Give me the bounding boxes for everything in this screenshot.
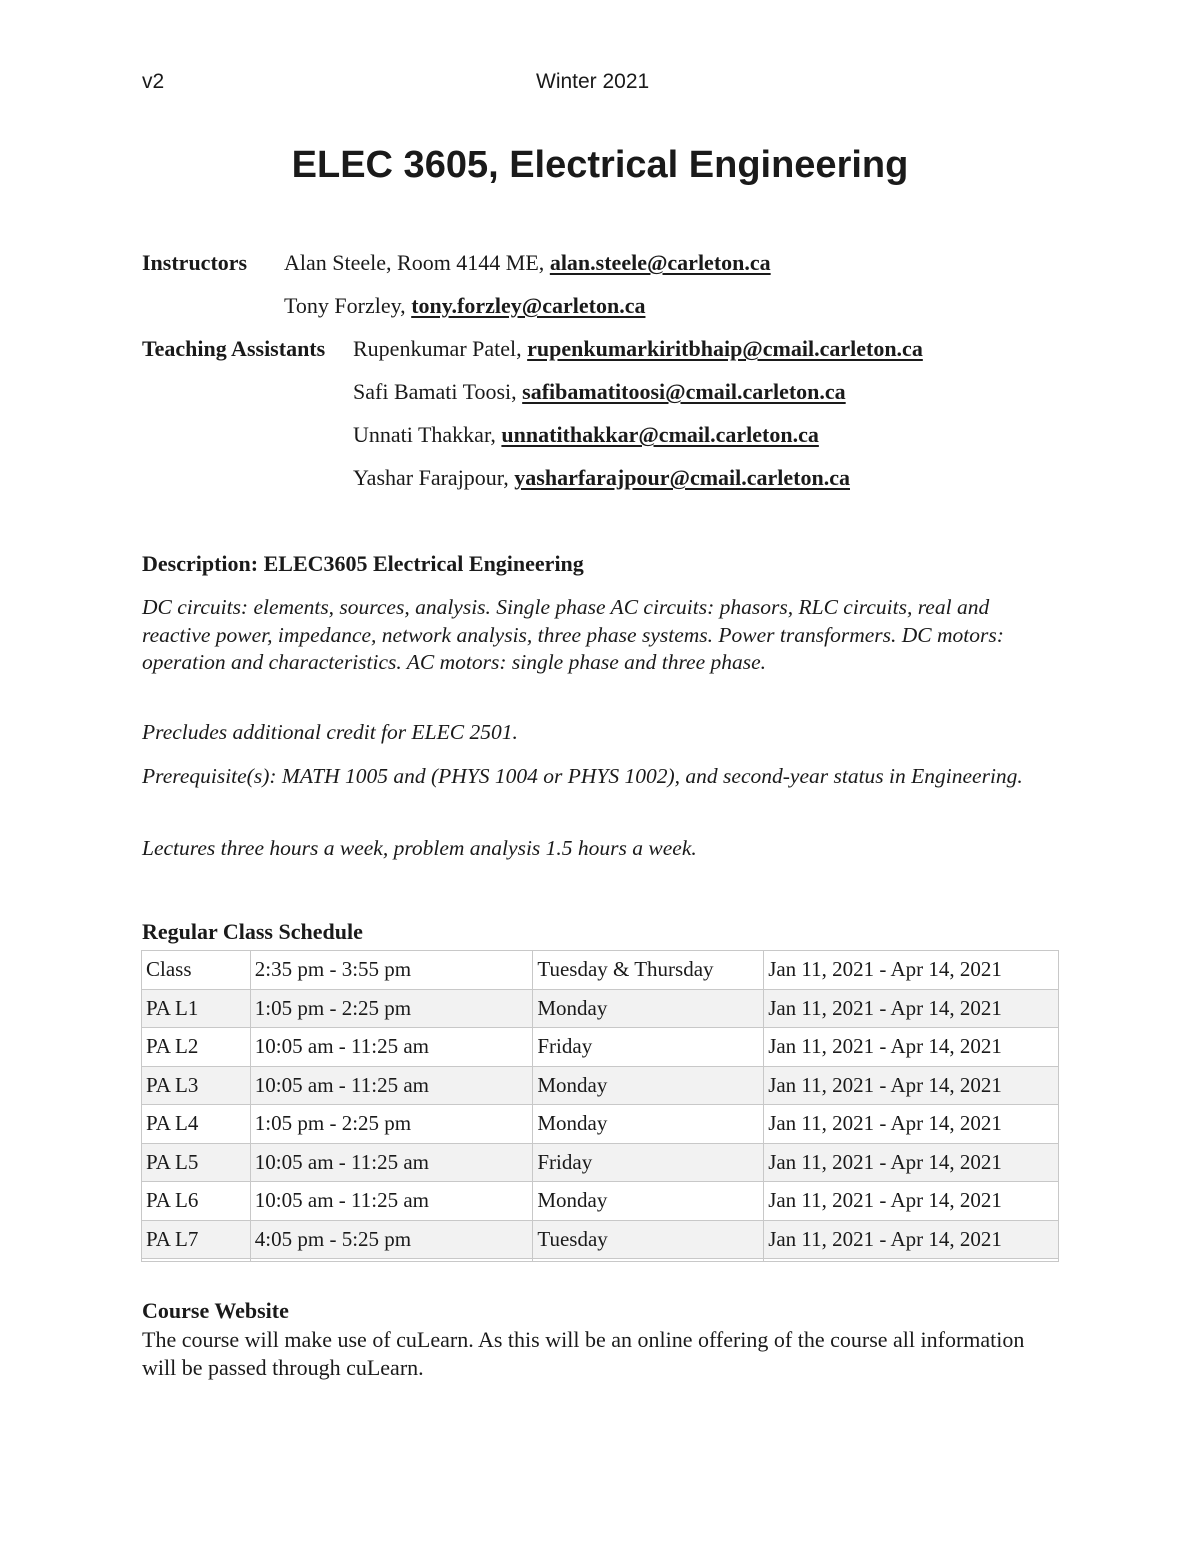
instructors-label: Instructors (142, 250, 248, 275)
time-cell: 10:05 am - 11:25 am (250, 1143, 533, 1182)
version-label: v2 (142, 70, 165, 93)
section-cell: PA L3 (142, 1066, 251, 1105)
section-cell: PA L5 (142, 1143, 251, 1182)
instructor-name: Tony Forzley, (284, 293, 412, 318)
day-cell: Monday (533, 1066, 764, 1105)
day-cell: Monday (533, 989, 764, 1028)
time-cell: 10:05 am - 11:25 am (250, 1066, 533, 1105)
section-cell: PA L4 (142, 1105, 251, 1144)
preclusion-note: Precludes additional credit for ELEC 2501. (142, 720, 518, 744)
section-cell: PA L2 (142, 1028, 251, 1067)
page-title: ELEC 3605, Electrical Engineering (291, 144, 909, 186)
instructor-name: Alan Steele, Room 4144 ME, (284, 250, 550, 275)
ta-email-link[interactable]: safibamatitoosi@cmail.carleton.ca (522, 379, 846, 404)
table-spacer-row (142, 1259, 1059, 1262)
prerequisite-note: Prerequisite(s): MATH 1005 and (PHYS 1004 or PHYS 1002), and second-year status in Engineering. (142, 764, 1023, 788)
description-paragraph: DC circuits: elements, sources, analysis. Single phase AC circuits: phasors, RLC circuits, real and reactive power, impedance, network analysis, three phase systems. Power transformers. DC motors: operation and characteristics. AC motors: single phase and three phase. (142, 595, 1004, 674)
lecture-hours-note: Lectures three hours a week, problem analysis 1.5 hours a week. (142, 836, 697, 860)
time-cell: 1:05 pm - 2:25 pm (250, 1105, 533, 1144)
ta-row (353, 422, 819, 448)
section-cell: PA L1 (142, 989, 251, 1028)
ta-row (353, 379, 846, 405)
schedule-row (142, 1143, 1059, 1182)
schedule-row (142, 951, 1059, 990)
ta-name: Rupenkumar Patel, (353, 336, 528, 361)
date-range-cell: Jan 11, 2021 - Apr 14, 2021 (764, 1143, 1059, 1182)
time-cell: 1:05 pm - 2:25 pm (250, 989, 533, 1028)
date-range-cell: Jan 11, 2021 - Apr 14, 2021 (764, 951, 1059, 990)
day-cell: Monday (533, 1105, 764, 1144)
ta-row (353, 465, 850, 491)
day-cell: Friday (533, 1143, 764, 1182)
course-website-heading: Course Website (142, 1298, 289, 1323)
course-website-text: The course will make use of cuLearn. As this will be an online offering of the course all information will be passed through cuLearn. (142, 1327, 1025, 1380)
instructor-email-link[interactable]: alan.steele@carleton.ca (549, 250, 771, 275)
day-cell: Tuesday (533, 1220, 764, 1259)
date-range-cell: Jan 11, 2021 - Apr 14, 2021 (764, 1220, 1059, 1259)
description-heading: Description: ELEC3605 Electrical Engineering (142, 551, 584, 576)
section-cell: PA L7 (142, 1220, 251, 1259)
schedule-row (142, 1182, 1059, 1221)
section-cell: Class (142, 951, 251, 990)
schedule-row (142, 1220, 1059, 1259)
instructor-row (284, 293, 645, 319)
schedule-row (142, 1066, 1059, 1105)
term-label: Winter 2021 (536, 70, 650, 93)
ta-email-link[interactable]: rupenkumarkiritbhaip@cmail.carleton.ca (527, 336, 923, 361)
time-cell: 10:05 am - 11:25 am (250, 1182, 533, 1221)
ta-email-link[interactable]: unnatithakkar@cmail.carleton.ca (501, 422, 819, 447)
section-cell: PA L6 (142, 1182, 251, 1221)
schedule-row (142, 989, 1059, 1028)
ta-name: Safi Bamati Toosi, (353, 379, 523, 404)
ta-name: Yashar Farajpour, (353, 465, 515, 490)
schedule-row (142, 1105, 1059, 1144)
day-cell: Monday (533, 1182, 764, 1221)
date-range-cell: Jan 11, 2021 - Apr 14, 2021 (764, 1182, 1059, 1221)
time-cell: 10:05 am - 11:25 am (250, 1028, 533, 1067)
schedule-row (142, 1028, 1059, 1067)
schedule-heading: Regular Class Schedule (142, 919, 363, 944)
instructor-row (284, 250, 771, 276)
ta-name: Unnati Thakkar, (353, 422, 502, 447)
date-range-cell: Jan 11, 2021 - Apr 14, 2021 (764, 989, 1059, 1028)
date-range-cell: Jan 11, 2021 - Apr 14, 2021 (764, 1105, 1059, 1144)
schedule-table (141, 950, 1059, 1262)
time-cell: 2:35 pm - 3:55 pm (250, 951, 533, 990)
day-cell: Friday (533, 1028, 764, 1067)
date-range-cell: Jan 11, 2021 - Apr 14, 2021 (764, 1028, 1059, 1067)
teaching-assistants-label: Teaching Assistants (142, 336, 326, 361)
time-cell: 4:05 pm - 5:25 pm (250, 1220, 533, 1259)
date-range-cell: Jan 11, 2021 - Apr 14, 2021 (764, 1066, 1059, 1105)
ta-row (353, 336, 923, 362)
ta-email-link[interactable]: yasharfarajpour@cmail.carleton.ca (514, 465, 850, 490)
instructor-email-link[interactable]: tony.forzley@carleton.ca (411, 293, 646, 318)
day-cell: Tuesday & Thursday (533, 951, 764, 990)
